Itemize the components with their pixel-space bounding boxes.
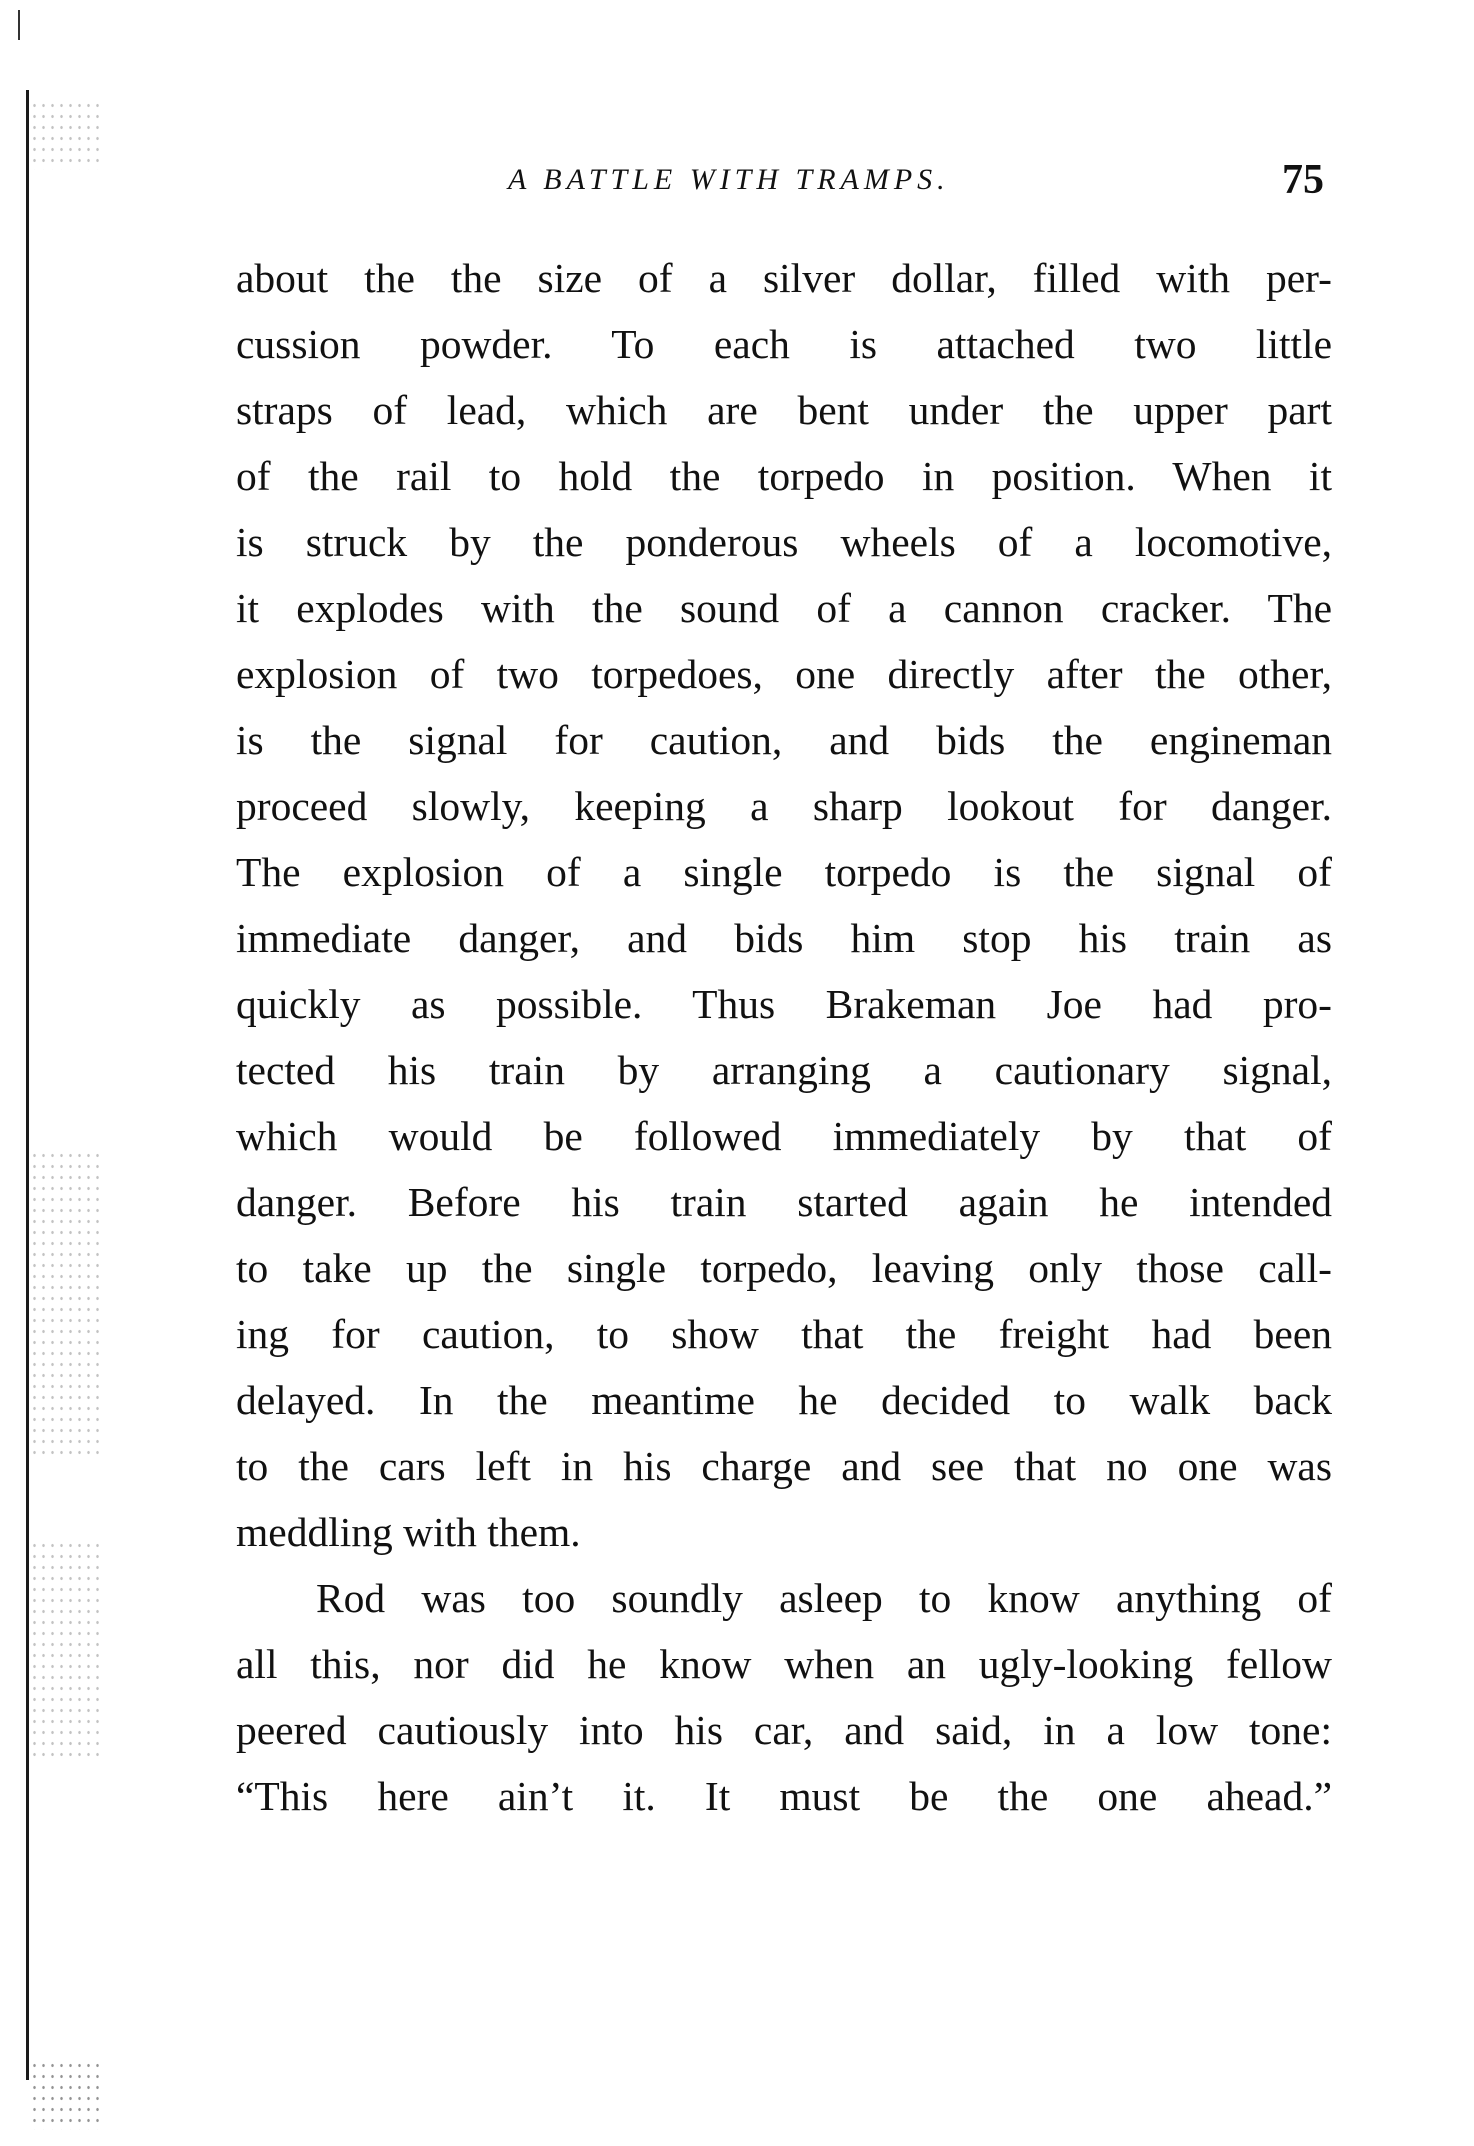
- text-line: immediate danger, and bids him stop his train as: [236, 915, 1332, 961]
- paragraph: [236, 1565, 1332, 1829]
- text-line: peered cautiously into his car, and said, in a low tone:: [236, 1707, 1332, 1753]
- body-text: [236, 245, 1332, 1829]
- paper-speckle: [30, 1150, 100, 1460]
- text-line: delayed. In the meantime he decided to walk back: [236, 1377, 1332, 1423]
- text-line: tected his train by arranging a cautionary signal,: [236, 1047, 1332, 1093]
- text-line: cussion powder. To each is attached two little: [236, 321, 1332, 367]
- text-line: to take up the single torpedo, leaving only those call-: [236, 1245, 1332, 1291]
- text-line: straps of lead, which are bent under the upper part: [236, 387, 1332, 433]
- text-line: danger. Before his train started again he intended: [236, 1179, 1332, 1225]
- paper-speckle: [30, 2060, 100, 2130]
- paper-speckle: [30, 1540, 100, 1760]
- text-line: to the cars left in his charge and see that no one was: [236, 1443, 1332, 1489]
- text-line: Rod was too soundly asleep to know anything of: [316, 1575, 1332, 1621]
- text-line: “This here ain’t it. It must be the one ahead.”: [236, 1773, 1332, 1819]
- text-line: of the rail to hold the torpedo in position. When it: [236, 453, 1332, 499]
- text-line: proceed slowly, keeping a sharp lookout for danger.: [236, 783, 1332, 829]
- binding-mark: [18, 10, 20, 40]
- text-line: quickly as possible. Thus Brakeman Joe had pro-: [236, 981, 1332, 1027]
- text-line: is struck by the ponderous wheels of a locomotive,: [236, 519, 1332, 565]
- text-line: which would be followed immediately by that of: [236, 1113, 1332, 1159]
- paragraph: [236, 245, 1332, 1565]
- text-line: about the the size of a silver dollar, filled with per-: [236, 255, 1332, 301]
- running-head: [0, 157, 1474, 220]
- page-number: 75: [1282, 157, 1324, 203]
- text-line: ing for caution, to show that the freight had been: [236, 1311, 1332, 1357]
- text-line: explosion of two torpedoes, one directly after the other,: [236, 651, 1332, 697]
- text-line: it explodes with the sound of a cannon cracker. The: [236, 585, 1332, 631]
- text-line: The explosion of a single torpedo is the signal of: [236, 849, 1332, 895]
- text-line: is the signal for caution, and bids the engineman: [236, 717, 1332, 763]
- text-line: meddling with them.: [236, 1509, 581, 1555]
- binding-edge: [26, 90, 29, 2080]
- running-title: A BATTLE WITH TRAMPS.: [508, 163, 950, 196]
- text-line: all this, nor did he know when an ugly-looking fellow: [236, 1641, 1332, 1687]
